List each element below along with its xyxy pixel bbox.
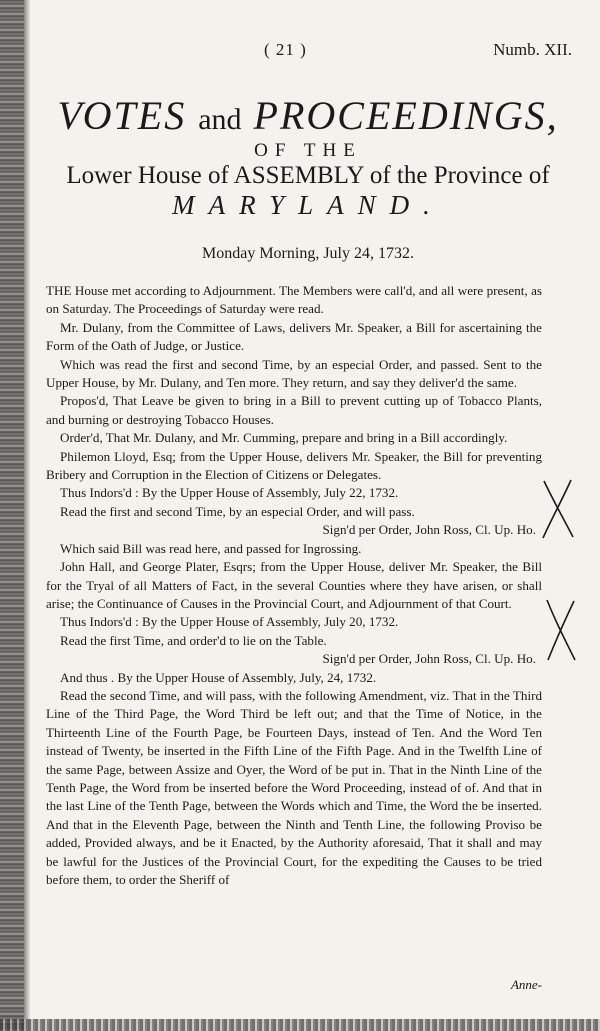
gutter-shadow bbox=[24, 0, 30, 1031]
dateline: Monday Morning, July 24, 1732. bbox=[202, 245, 414, 262]
paragraph: Read the second Time, and will pass, with the following Amendment, viz. That in the Third Line of the Third Page, the Word Third be left out; and that the Time of Notice, in the Thirteenth Line of the Fourth Page, be Fourteen Days, instead of Ten. And the Word Ten instead of Twenty, be inserted in the Fifth Line of the Fifth Page. And in the Twelfth Line of the same Page, between Assize and Oyer, the Word of be put in. That in the Ninth Line of the Tenth Page, the Word from be inserted before the Word Proceeding, instead of of. And that in the last Line of the Tenth Page, between the Words which and Time, the Word the be inserted. And that in the Eleventh Page, between the Ninth and Tenth Line, the following Proviso be added, Provided always, and be it Enacted, by the Authority aforesaid, That it shall and may be lawful for the Justices of the Provincial Court, for the expediting the Causes to be tried before them, to order the Sheriff of bbox=[46, 687, 542, 887]
title-proceedings: PROCEEDINGS, bbox=[253, 93, 559, 138]
paragraph: John Hall, and George Plater, Esqrs; from the Upper House, deliver Mr. Speaker, the Bill for the Tryal of all Matters of Fact, in the several Counties where they have arisen, or shall arise; the Continuance of Causes in the Provincial Court, and Adjournment of that Court. bbox=[46, 559, 542, 611]
title-line-3: Lower House of ASSEMBLY of the Province of bbox=[66, 162, 550, 189]
handwritten-x-mark bbox=[544, 598, 578, 662]
signature-line: Sign'd per Order, John Ross, Cl. Up. Ho. bbox=[322, 522, 536, 538]
paragraph: Which said Bill was read here, and passed for Ingrossing. bbox=[60, 540, 362, 556]
title-line-4: MARYLAND. bbox=[172, 190, 444, 220]
paragraph: And thus . By the Upper House of Assembly, July, 24, 1732. bbox=[60, 669, 377, 685]
proceedings-text bbox=[46, 282, 542, 889]
page-number: ( 21 ) bbox=[264, 40, 307, 59]
paragraph: Thus Indors'd : By the Upper House of Assembly, July 22, 1732. bbox=[60, 485, 399, 501]
document-page bbox=[34, 0, 582, 1031]
paragraph: Order'd, That Mr. Dulany, and Mr. Cumming, prepare and bring in a Bill accordingly. bbox=[60, 430, 508, 446]
catchword: Anne- bbox=[510, 977, 542, 992]
page-bottom-edge bbox=[0, 1019, 600, 1031]
paragraph: Thus Indors'd : By the Upper House of Assembly, July 20, 1732. bbox=[60, 614, 399, 630]
paragraph: Propos'd, That Leave be given to bring in a Bill to prevent cutting up of Tobacco Plants, and burning or destroying Tobacco Houses. bbox=[46, 393, 542, 427]
paragraph: Which was read the first and second Time, by an especial Order, and passed. Sent to the Upper House, by Mr. Dulany, and Ten more. They return, and say they deliver'd the same. bbox=[46, 356, 542, 391]
title-line-1 bbox=[34, 92, 582, 139]
paragraph: Mr. Dulany, from the Committee of Laws, delivers Mr. Speaker, a Bill for ascertaining the Form of the Oath of Judge, or Justice. bbox=[46, 319, 542, 354]
book-binding-edge bbox=[0, 0, 24, 1031]
paragraph: Philemon Lloyd, Esq; from the Upper House, delivers Mr. Speaker, the Bill for preventing Bribery and Corruption in the Election of Citizens or Delegates. bbox=[46, 448, 542, 483]
title-line-2: OF THE bbox=[254, 140, 362, 161]
paragraph: THE House met according to Adjournment. The Members were call'd, and all were present, as on Saturday. The Proceedings of Saturday were read. bbox=[46, 283, 542, 317]
paragraph: Read the first and second Time, by an especial Order, and will pass. bbox=[60, 503, 415, 519]
paragraph: Read the first Time, and order'd to lie on the Table. bbox=[60, 632, 327, 648]
title-and: and bbox=[198, 103, 242, 136]
title-votes: VOTES bbox=[57, 93, 187, 138]
signature-line: Sign'd per Order, John Ross, Cl. Up. Ho. bbox=[322, 651, 536, 667]
handwritten-x-mark bbox=[540, 478, 576, 540]
issue-number: Numb. XII. bbox=[493, 40, 572, 59]
